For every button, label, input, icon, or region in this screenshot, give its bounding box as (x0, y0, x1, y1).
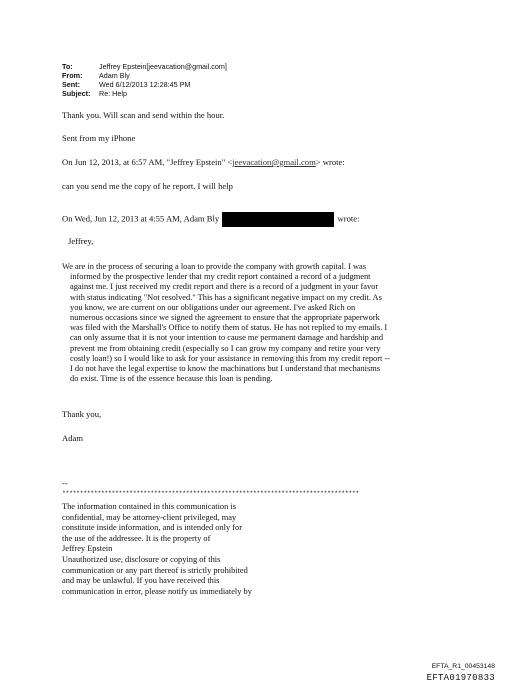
quote-header-2-prefix: On Wed, Jun 12, 2013 at 4:55 AM, Adam Bly (62, 213, 220, 224)
subject-row (62, 89, 227, 98)
paragraph-line: prevent me from obtaining credit (especially so I can grow my company and retire your very (70, 343, 381, 353)
paragraph-line: informed by the prospective lender that my credit report contained a record of a judgment (70, 272, 371, 282)
disclaimer-line: constitute inside information, and is intended only for (62, 523, 243, 533)
request-line: can you send me the copy of he report. I will help (62, 181, 233, 191)
to-row (62, 62, 227, 71)
signature: Adam (62, 433, 84, 443)
quote-header-1-suffix: > wrote: (315, 157, 345, 167)
disclaimer-line: Unauthorized use, disclosure or copying of this (62, 554, 221, 564)
separator-stars: ************************************************************************************ (62, 490, 359, 497)
greeting: Jeffrey, (68, 236, 94, 246)
paragraph-line: We are in the process of securing a loan to provide the company with growth capital. I was (62, 262, 366, 271)
message-paragraph (62, 262, 434, 384)
from-value: Adam Bly (99, 71, 130, 80)
quote-header-2 (62, 212, 359, 227)
paragraph-line: numerous occasions since we signed the agreement to ensure that the appropriate paperwork (70, 313, 380, 323)
sent-label: Sent: (62, 80, 80, 89)
quote-header-2-suffix: wrote: (337, 213, 360, 224)
paragraph-line: you know, we are current on our obligations under our agreement. I've asked Rich on (70, 302, 356, 312)
paragraph-line: I do not have the legal expertise to know the machinations but I understand that mechanisms (70, 364, 381, 374)
paragraph-line: with status indicating "Not resolved." This has a significant negative impact on my credit. As (70, 292, 382, 302)
from-row (62, 71, 227, 80)
redaction-block (222, 212, 334, 227)
disclaimer-line: confidential, may be attorney-client privileged, may (62, 512, 237, 522)
bates-number: EFTA01970833 (426, 673, 495, 683)
paragraph-line: against me. I just received my credit report and there is a record of a judgment in your favor (70, 282, 379, 292)
disclaimer-line: the use of the addressee. It is the property of (62, 533, 211, 543)
disclaimer-line: and may be unlawful. If you have received this (62, 576, 220, 586)
to-label: To: (62, 62, 73, 71)
paragraph-line: costly loan!) so I would like to ask for your assistance in removing this from my credit report -- (70, 353, 391, 363)
quote-header-1 (62, 157, 345, 168)
reply-line: Thank you. Will scan and send within the hour. (62, 110, 225, 120)
disclaimer (62, 502, 252, 597)
disclaimer-line: communication in error, please notify us immediately by (62, 586, 252, 596)
disclaimer-line: communication or any part thereof is strictly prohibited (62, 565, 248, 575)
email-header (62, 62, 227, 98)
disclaimer-line: The information contained in this communication is (62, 502, 236, 511)
paragraph-line: can only assume that it is not your intention to cause me permanent damage and hardship and (70, 333, 384, 343)
disclaimer-line: Jeffrey Epstein (62, 544, 113, 554)
subject-value: Re: Help (99, 89, 127, 98)
email-link[interactable]: jeevacation@gmail.com (232, 157, 316, 167)
sent-row (62, 80, 227, 89)
subject-label: Subject: (62, 89, 91, 98)
bates-number-r1: EFTA_R1_00453148 (431, 663, 495, 670)
sent-value: Wed 6/12/2013 12:28:45 PM (99, 80, 191, 89)
paragraph-line: was filed with the Marshall's Office to notify them of status. He has not replied to my emails. I (70, 323, 388, 333)
signature-dashes: -- (62, 478, 68, 488)
from-label: From: (62, 71, 83, 80)
to-value: Jeffrey Epstein[jeevacation@gmail.com] (99, 62, 227, 71)
quote-header-1-prefix: On Jun 12, 2013, at 6:57 AM, "Jeffrey Epstein" < (62, 157, 233, 167)
sent-from-line: Sent from my iPhone (62, 133, 136, 143)
closing: Thank you, (62, 409, 102, 419)
paragraph-line: do exist. Time is of the essence because this loan is pending. (70, 374, 273, 384)
